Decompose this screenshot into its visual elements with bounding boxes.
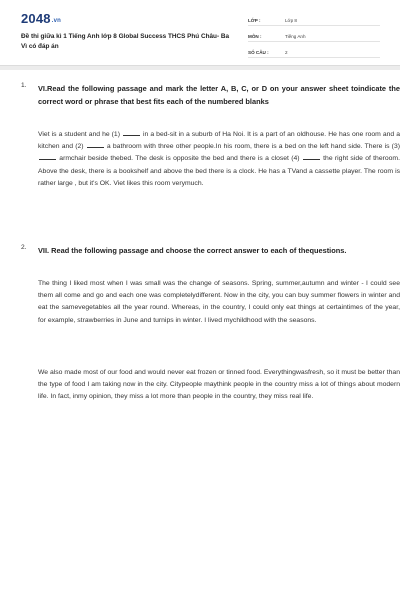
exam-title: Đề thi giữa kì 1 Tiếng Anh lớp 8 Global Success THCS Phú Châu- Ba Vì có đáp án — [21, 33, 230, 50]
meta-row-subject — [248, 31, 380, 42]
passage-text: armchair beside thebed. The desk is opposite the bed and there is a closet (4) — [57, 155, 302, 163]
exam-meta — [248, 15, 380, 63]
answer-blank — [87, 143, 104, 148]
meta-value: 2 — [285, 49, 288, 55]
site-logo[interactable]: 2048.vn — [21, 11, 62, 26]
answer-blank — [39, 155, 56, 160]
answer-blank — [303, 155, 320, 160]
header-divider — [0, 66, 400, 70]
meta-key: MÔN : — [248, 33, 262, 39]
question-number: 2. — [21, 244, 27, 251]
meta-row-question-count — [248, 47, 380, 58]
passage-text: a bathroom with three other people.In his room, there is a bed on the left hand side. There is (3) — [104, 143, 400, 151]
page-header — [0, 0, 400, 66]
question-passage — [38, 129, 400, 190]
passage-text: the right side of theroom. Above the desk, there is a bookshelf and above the bed there is a clock. He has a TVand a cassette player. The room is rather large , but it's OK. Viet likes this room verymuch. — [38, 155, 400, 187]
meta-key: SỐ CÂU : — [248, 49, 269, 55]
meta-row-class — [248, 15, 380, 26]
passage-text: Viet is a student and he (1) — [38, 131, 123, 138]
meta-key: LỚP : — [248, 17, 261, 23]
passage-text: in a bed-sit in a suburb of Ha Noi. It is a part of an oldhouse. He has one room and a kitchen and (2) — [38, 131, 400, 151]
meta-value: Tiếng Anh — [285, 33, 306, 39]
question-paragraph: The thing I liked most when I was small was the change of seasons. Spring, summer,autumn and winter - I could see them all come and go and each one was completelydifferent. Now in the city, you can buy summer flowers in winter and eat the samevegetables all the year round. Whereas, in the country, I could only eat things at certaintimes of the year, for example, strawberries in June and turnips in winter. I lived mychildhood with the seasons. — [38, 280, 400, 324]
answer-blank — [123, 131, 140, 136]
question-prompt: VI.Read the following passage and mark the letter A, B, C, or D on your answer sheet toindicate the correct word or phrase that best fits each of the numbered blanks — [38, 84, 400, 106]
question-prompt: VII. Read the following passage and choose the correct answer to each of thequestions. — [38, 246, 347, 255]
question-paragraph: We also made most of our food and would never eat frozen or tinned food. Everythingwasfresh, so it must be better than the type of food I am taking now in the city. Citypeople maythink people in the country miss a lot of things about modern life. In fact, inmy opinion, they miss a lot more than people in the country, they miss real life. — [38, 369, 400, 401]
question-number: 1. — [21, 82, 27, 89]
meta-value: Lớp 8 — [285, 17, 297, 23]
